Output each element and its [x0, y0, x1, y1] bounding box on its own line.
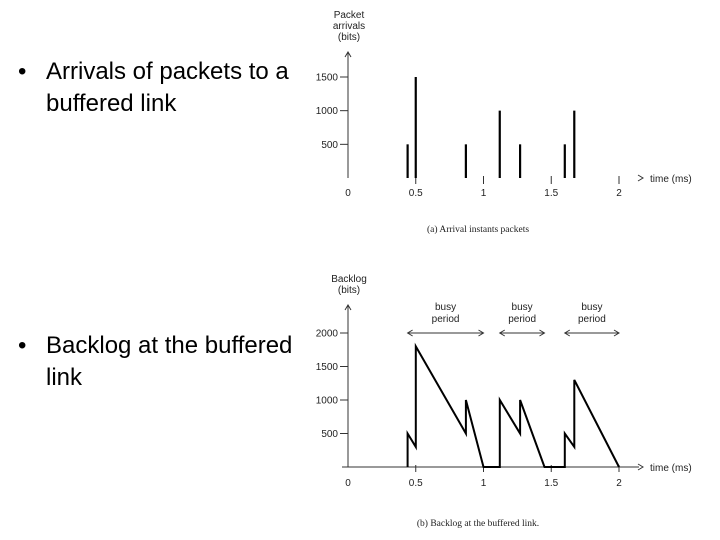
- x-axis-label: time (ms): [650, 174, 692, 185]
- y-axis-label: Backlog: [331, 274, 367, 285]
- y-tick-label: 500: [321, 139, 338, 151]
- y-tick-label: 1000: [315, 395, 338, 407]
- busy-period-label: busy: [434, 302, 457, 313]
- x-tick-label: 0: [345, 478, 351, 489]
- busy-period-label: period: [577, 314, 606, 325]
- busy-period-label: busy: [581, 302, 603, 313]
- bullet-text: Arrivals of packets to a buffered link: [46, 58, 289, 117]
- x-axis-label: time (ms): [650, 463, 692, 474]
- x-tick-label: 2: [616, 188, 622, 199]
- x-tick-label: 2: [616, 478, 622, 489]
- y-tick-label: 1500: [315, 72, 338, 84]
- y-tick-label: 1500: [315, 362, 338, 373]
- x-tick-label: 0.5: [408, 188, 423, 199]
- backlog-line: [408, 346, 619, 467]
- x-tick-label: 0.5: [408, 478, 423, 489]
- x-tick-label: 0: [345, 188, 351, 199]
- y-tick-label: 500: [321, 429, 338, 440]
- bullet-text: Backlog at the buffered link: [46, 332, 293, 391]
- busy-period-label: period: [431, 314, 460, 325]
- busy-period-label: busy: [511, 302, 533, 313]
- bullet-dot: •: [18, 58, 27, 85]
- y-axis-label: (bits): [337, 32, 361, 43]
- y-tick-label: 1000: [315, 106, 338, 118]
- chart-caption: (a) Arrival instants packets: [426, 225, 530, 235]
- x-tick-label: 1: [480, 188, 487, 199]
- y-axis-label: arrivals: [332, 21, 366, 32]
- y-axis-label: (bits): [337, 285, 361, 296]
- backlog-chart: [316, 274, 692, 529]
- y-tick-label: 2000: [315, 328, 338, 340]
- busy-period-label: period: [508, 314, 537, 325]
- x-tick-label: 1: [480, 478, 487, 489]
- arrivals-chart: [316, 10, 692, 235]
- bullet-dot: •: [18, 332, 27, 359]
- x-tick-label: 1.5: [544, 478, 559, 489]
- y-axis-label: Packet: [333, 10, 365, 21]
- x-axis-arrow: [638, 175, 643, 181]
- x-tick-label: 1.5: [544, 188, 559, 199]
- chart-caption: (b) Backlog at the buffered link.: [416, 519, 540, 529]
